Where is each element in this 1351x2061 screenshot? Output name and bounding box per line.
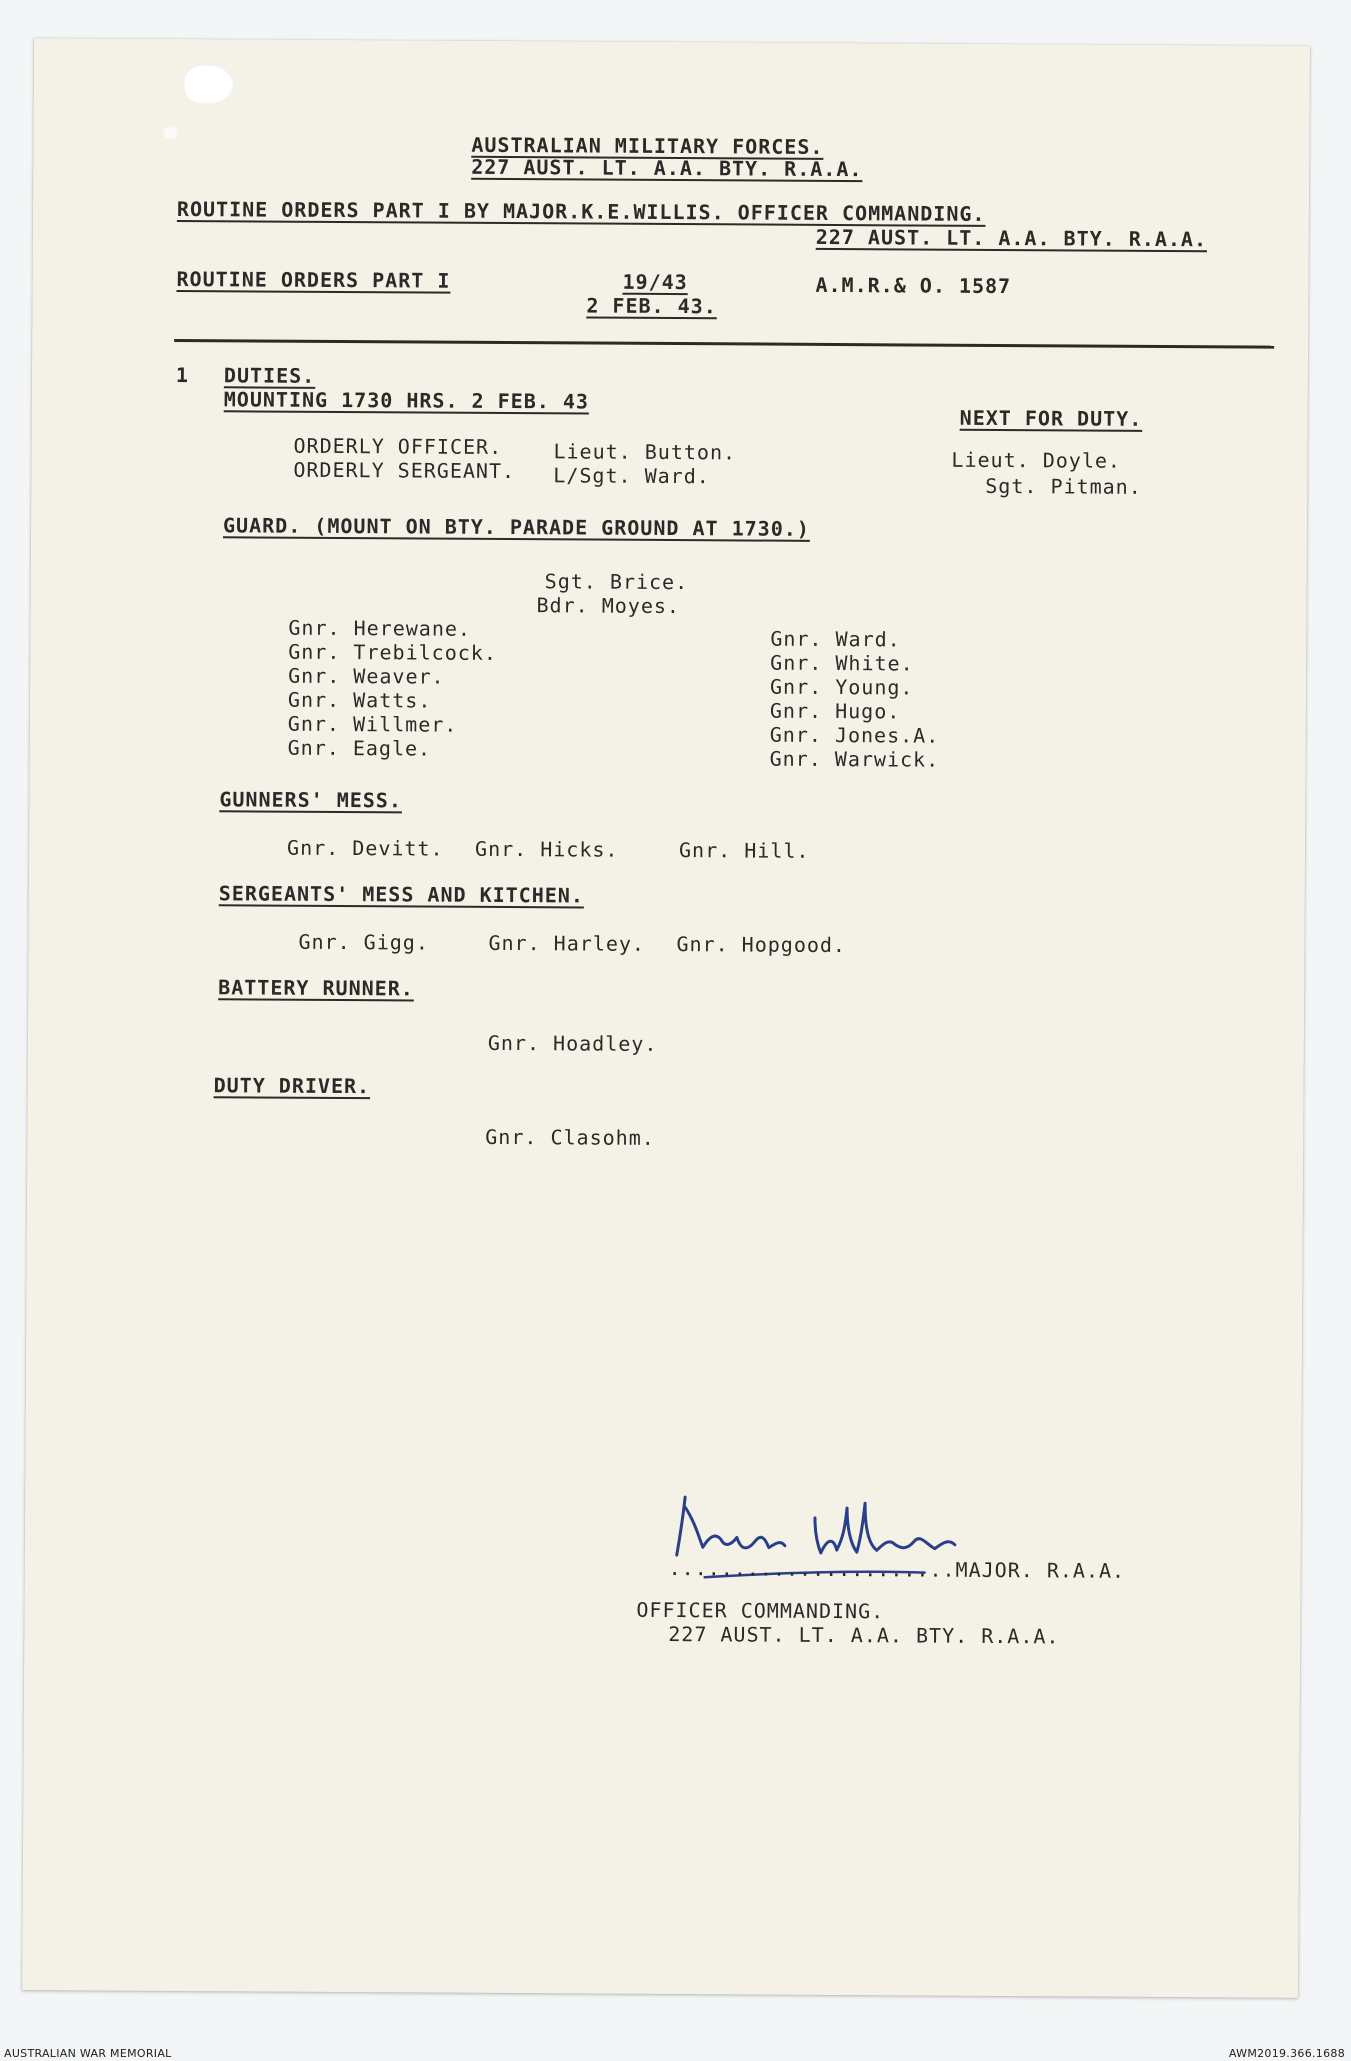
guard-right-5: Gnr. Jones.A.	[769, 722, 940, 748]
guard-left-4: Gnr. Watts.	[287, 687, 432, 713]
duty-driver-heading: DUTY DRIVER.	[213, 1073, 371, 1099]
battery-runner-name: Gnr. Hoadley.	[487, 1030, 658, 1056]
guard-left-1: Gnr. Herewane.	[288, 615, 472, 641]
mounting-line: MOUNTING 1730 HRS. 2 FEB. 43	[223, 387, 590, 414]
duties-heading: DUTIES.	[223, 363, 316, 388]
amr-reference: A.M.R.& O. 1587	[815, 272, 1012, 299]
gunners-mess-2: Gnr. Hicks.	[474, 836, 619, 862]
order-number: 19/43	[622, 269, 688, 295]
sergeants-mess-1: Gnr. Gigg.	[298, 929, 429, 955]
signature-unit: 227 AUST. LT. A.A. BTY. R.A.A.	[668, 1622, 1060, 1649]
header-line2: 227 AUST. LT. A.A. BTY. R.A.A.	[471, 154, 863, 182]
orderly-officer-name: Lieut. Button.	[553, 439, 737, 465]
next-sergeant: Sgt. Pitman.	[985, 473, 1142, 499]
battery-runner-heading: BATTERY RUNNER.	[218, 975, 414, 1001]
guard-nco-2: Bdr. Moyes.	[536, 593, 681, 619]
routine-title: ROUTINE ORDERS PART I BY MAJOR.K.E.WILLIS. OFFICER COMMANDING.	[176, 196, 986, 226]
punched-hole	[184, 64, 234, 104]
routine-title-unit: 227 AUST. LT. A.A. BTY. R.A.A.	[815, 224, 1208, 252]
header-line1: AUSTRALIAN MILITARY FORCES.	[471, 132, 824, 159]
guard-heading: GUARD. (MOUNT ON BTY. PARADE GROUND AT 1730.)	[222, 513, 810, 541]
orderly-officer-label: ORDERLY OFFICER.	[293, 433, 503, 459]
gunners-mess-1: Gnr. Devitt.	[286, 835, 444, 861]
guard-nco-1: Sgt. Brice.	[544, 569, 689, 595]
footer-catalogue-id: AWM2019.366.1688	[1228, 2047, 1345, 2060]
next-officer: Lieut. Doyle.	[951, 447, 1122, 473]
signature-title: OFFICER COMMANDING.	[636, 1597, 885, 1624]
guard-left-2: Gnr. Trebilcock.	[288, 639, 497, 665]
orderly-sergeant-label: ORDERLY SERGEANT.	[293, 457, 516, 484]
guard-right-2: Gnr. White.	[770, 650, 914, 676]
sergeants-mess-2: Gnr. Harley.	[488, 930, 646, 956]
sergeants-mess-3: Gnr. Hopgood.	[676, 932, 847, 958]
signature-dots-rank: ......................MAJOR. R.A.A.	[668, 1556, 1126, 1583]
guard-left-5: Gnr. Willmer.	[287, 711, 458, 737]
gunners-mess-heading: GUNNERS' MESS.	[219, 787, 403, 813]
punched-hole-small	[163, 127, 177, 139]
document-page	[22, 38, 1310, 1998]
next-for-duty-heading: NEXT FOR DUTY.	[959, 405, 1143, 431]
guard-right-4: Gnr. Hugo.	[769, 698, 901, 724]
orderly-sergeant-name: L/Sgt. Ward.	[553, 463, 710, 489]
gunners-mess-3: Gnr. Hill.	[678, 838, 810, 863]
section-number: 1	[175, 362, 190, 388]
guard-right-1: Gnr. Ward.	[770, 626, 901, 652]
guard-right-3: Gnr. Young.	[769, 674, 914, 700]
sergeants-mess-heading: SERGEANTS' MESS AND KITCHEN.	[218, 881, 585, 908]
order-label: ROUTINE ORDERS PART I	[176, 266, 451, 293]
guard-right-6: Gnr. Warwick.	[769, 746, 940, 772]
footer-institution: AUSTRALIAN WAR MEMORIAL	[4, 2047, 172, 2060]
guard-left-6: Gnr. Eagle.	[287, 735, 432, 761]
guard-left-3: Gnr. Weaver.	[288, 663, 445, 689]
duty-driver-name: Gnr. Clasohm.	[485, 1124, 655, 1150]
order-date: 2 FEB. 43.	[586, 293, 717, 319]
header-divider	[174, 339, 1274, 349]
